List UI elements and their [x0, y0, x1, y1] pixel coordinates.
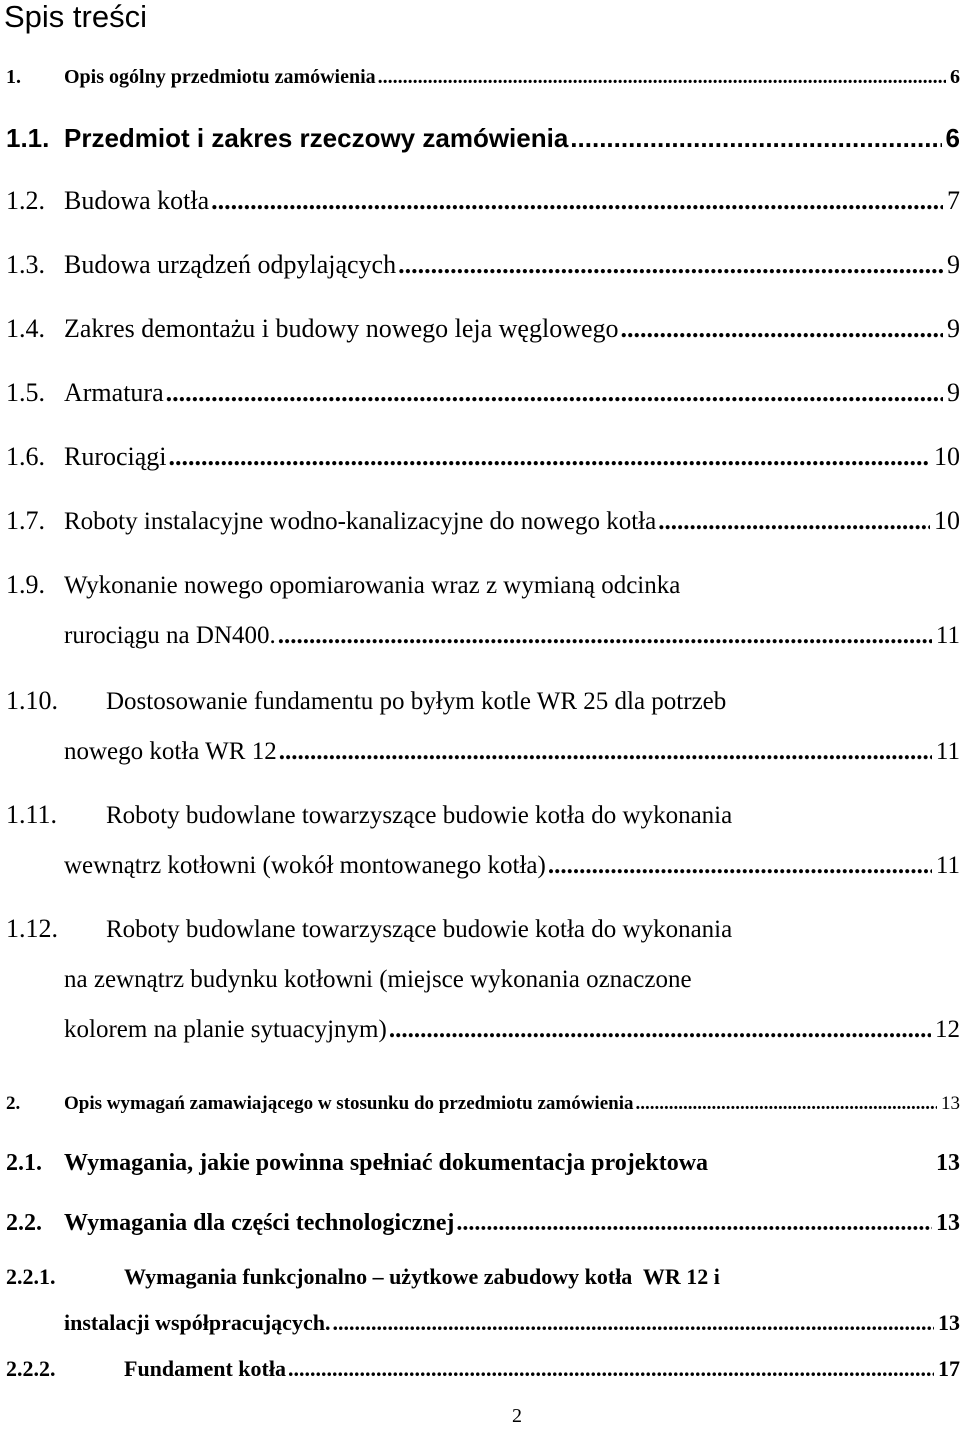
toc-entry-page: 17 [938, 1356, 960, 1381]
toc-entry-number: 2.1. [6, 1150, 42, 1176]
toc-entry-1-7[interactable] [6, 506, 960, 536]
toc-entry-text: Opis wymagań zamawiającego w stosunku do przedmiotu zamówienia [64, 1093, 634, 1114]
toc-entry-number: 1.3. [6, 250, 45, 279]
toc-leader-dots [635, 1093, 937, 1115]
toc-leader-dots [332, 1310, 934, 1336]
toc-entry-text: Wymagania funkcjonalno – użytkowe zabudowy kotła WR 12 i [124, 1264, 720, 1289]
toc-title: Spis treści [4, 0, 147, 34]
toc-entry-text: Przedmiot i zakres rzeczowy zamówienia [64, 123, 569, 153]
toc-entry-text: Fundament kotła [124, 1356, 286, 1381]
toc-entry-text: Rurociągi [64, 442, 167, 471]
toc-entry-1-12-cont2[interactable] [64, 1016, 960, 1044]
toc-entry-page: 13 [941, 1093, 960, 1114]
toc-leader-dots [211, 186, 943, 216]
toc-entry-page: 13 [938, 1310, 960, 1335]
toc-entry-text: Budowa kotła [64, 186, 210, 215]
toc-entry-page: 10 [934, 506, 960, 535]
toc-entry-page: 13 [936, 1150, 960, 1176]
toc-entry-page: 9 [947, 378, 960, 407]
toc-entry-number: 1.9. [6, 570, 45, 599]
toc-entry-page: 9 [947, 314, 960, 343]
toc-entry-1-11-cont[interactable] [64, 852, 960, 880]
toc-entry-text-cont: instalacji współpracujących. [64, 1310, 331, 1335]
toc-leader-dots [169, 442, 930, 472]
page-number: 2 [512, 1405, 522, 1427]
toc-entry-page: 11 [935, 738, 960, 765]
toc-leader-dots [621, 314, 943, 344]
toc-entry-text: Dostosowanie fundamentu po byłym kotle WR 25 dla potrzeb [106, 688, 727, 715]
toc-entry-1-6[interactable] [6, 442, 960, 472]
toc-entry-page: 9 [947, 250, 960, 279]
toc-entry-text-cont: rurociągu na DN400. [64, 622, 276, 649]
toc-entry-1-2[interactable] [6, 186, 960, 216]
toc-leader-dots [658, 508, 930, 536]
toc-entry-1[interactable] [6, 66, 960, 89]
toc-entry-number: 1.7. [6, 506, 45, 535]
toc-leader-dots [278, 622, 932, 650]
toc-leader-dots [548, 852, 932, 880]
toc-entry-number: 1.2. [6, 186, 45, 215]
toc-entry-text: Roboty instalacyjne wodno-kanalizacyjne do nowego kotła [64, 508, 657, 535]
toc-entry-number: 2. [6, 1093, 21, 1114]
toc-entry-page: 7 [947, 186, 960, 215]
toc-entry-page: 10 [934, 442, 960, 471]
toc-entry-number: 1.1. [6, 123, 50, 153]
toc-leader-dots [456, 1210, 932, 1237]
toc-entry-number: 1.6. [6, 442, 45, 471]
toc-entry-text: Zakres demontażu i budowy nowego leja węglowego [64, 314, 619, 343]
toc-entry-2-2-1-cont[interactable] [64, 1310, 960, 1336]
toc-entry-number: 2.2.1. [6, 1264, 56, 1289]
toc-leader-dots [398, 250, 943, 280]
toc-entry-number: 1.10. [6, 686, 58, 715]
toc-entry-text: Opis ogólny przedmiotu zamówienia [64, 66, 376, 88]
toc-entry-page: 6 [945, 123, 960, 153]
toc-entry-number: 2.2.2. [6, 1356, 56, 1381]
toc-entry-page: 6 [950, 66, 960, 88]
toc-leader-dots [389, 1016, 931, 1044]
toc-entry-1-3[interactable] [6, 250, 960, 280]
toc-entry-text: Roboty budowlane towarzyszące budowie kotła do wykonania [106, 802, 733, 829]
toc-entry-2-2[interactable] [6, 1210, 960, 1237]
toc-entry-text-cont: na zewnątrz budynku kotłowni (miejsce wykonania oznaczone [64, 966, 692, 993]
toc-entry-page: 11 [935, 852, 960, 879]
toc-entry-1-12[interactable] [6, 914, 960, 944]
toc-entry-text: Wymagania, jakie powinna spełniać dokumentacja projektowa [64, 1150, 709, 1176]
toc-entry-2-2-1[interactable] [6, 1264, 960, 1290]
toc-entry-number: 2.2. [6, 1210, 42, 1236]
toc-entry-text-cont: kolorem na planie sytuacyjnym) [64, 1016, 387, 1043]
toc-entry-1-10[interactable] [6, 686, 960, 716]
toc-entry-text-cont: wewnątrz kotłowni (wokół montowanego kotła) [64, 852, 546, 879]
toc-entry-1-5[interactable] [6, 378, 960, 408]
toc-entry-number: 1.4. [6, 314, 45, 343]
toc-entry-1-11[interactable] [6, 800, 960, 830]
toc-entry-page: 12 [935, 1016, 960, 1043]
toc-leader-dots [570, 123, 941, 154]
toc-entry-1-12-cont[interactable] [64, 966, 960, 994]
toc-entry-number: 1.11. [6, 800, 58, 829]
toc-leader-dots [288, 1356, 934, 1382]
toc-entry-page: 11 [935, 622, 960, 649]
toc-entry-text: Roboty budowlane towarzyszące budowie kotła do wykonania [106, 916, 733, 943]
toc-entry-2-2-2[interactable] [6, 1356, 960, 1382]
toc-leader-dots [166, 378, 943, 408]
toc-entry-1-9-cont[interactable] [64, 622, 960, 650]
toc-entry-2-1[interactable] [6, 1150, 960, 1177]
toc-entry-number: 1.12. [6, 914, 58, 943]
toc-entry-2[interactable] [6, 1093, 960, 1115]
toc-entry-text: Armatura [64, 378, 164, 407]
toc-entry-1-4[interactable] [6, 314, 960, 344]
toc-leader-dots [279, 738, 932, 766]
toc-entry-text: Wykonanie nowego opomiarowania wraz z wymianą odcinka [64, 572, 681, 599]
toc-leader-dots [378, 66, 946, 89]
toc-entry-1-10-cont[interactable] [64, 738, 960, 766]
toc-entry-text: Budowa urządzeń odpylających [64, 250, 397, 279]
toc-entry-page: 13 [936, 1210, 960, 1236]
toc-entry-text-cont: nowego kotła WR 12 [64, 738, 277, 765]
toc-entry-number: 1.5. [6, 378, 45, 407]
toc-entry-1-1[interactable] [6, 123, 960, 154]
toc-entry-number: 1. [6, 66, 21, 88]
toc-entry-1-9[interactable] [6, 570, 960, 600]
toc-entry-text: Wymagania dla części technologicznej [64, 1210, 455, 1236]
